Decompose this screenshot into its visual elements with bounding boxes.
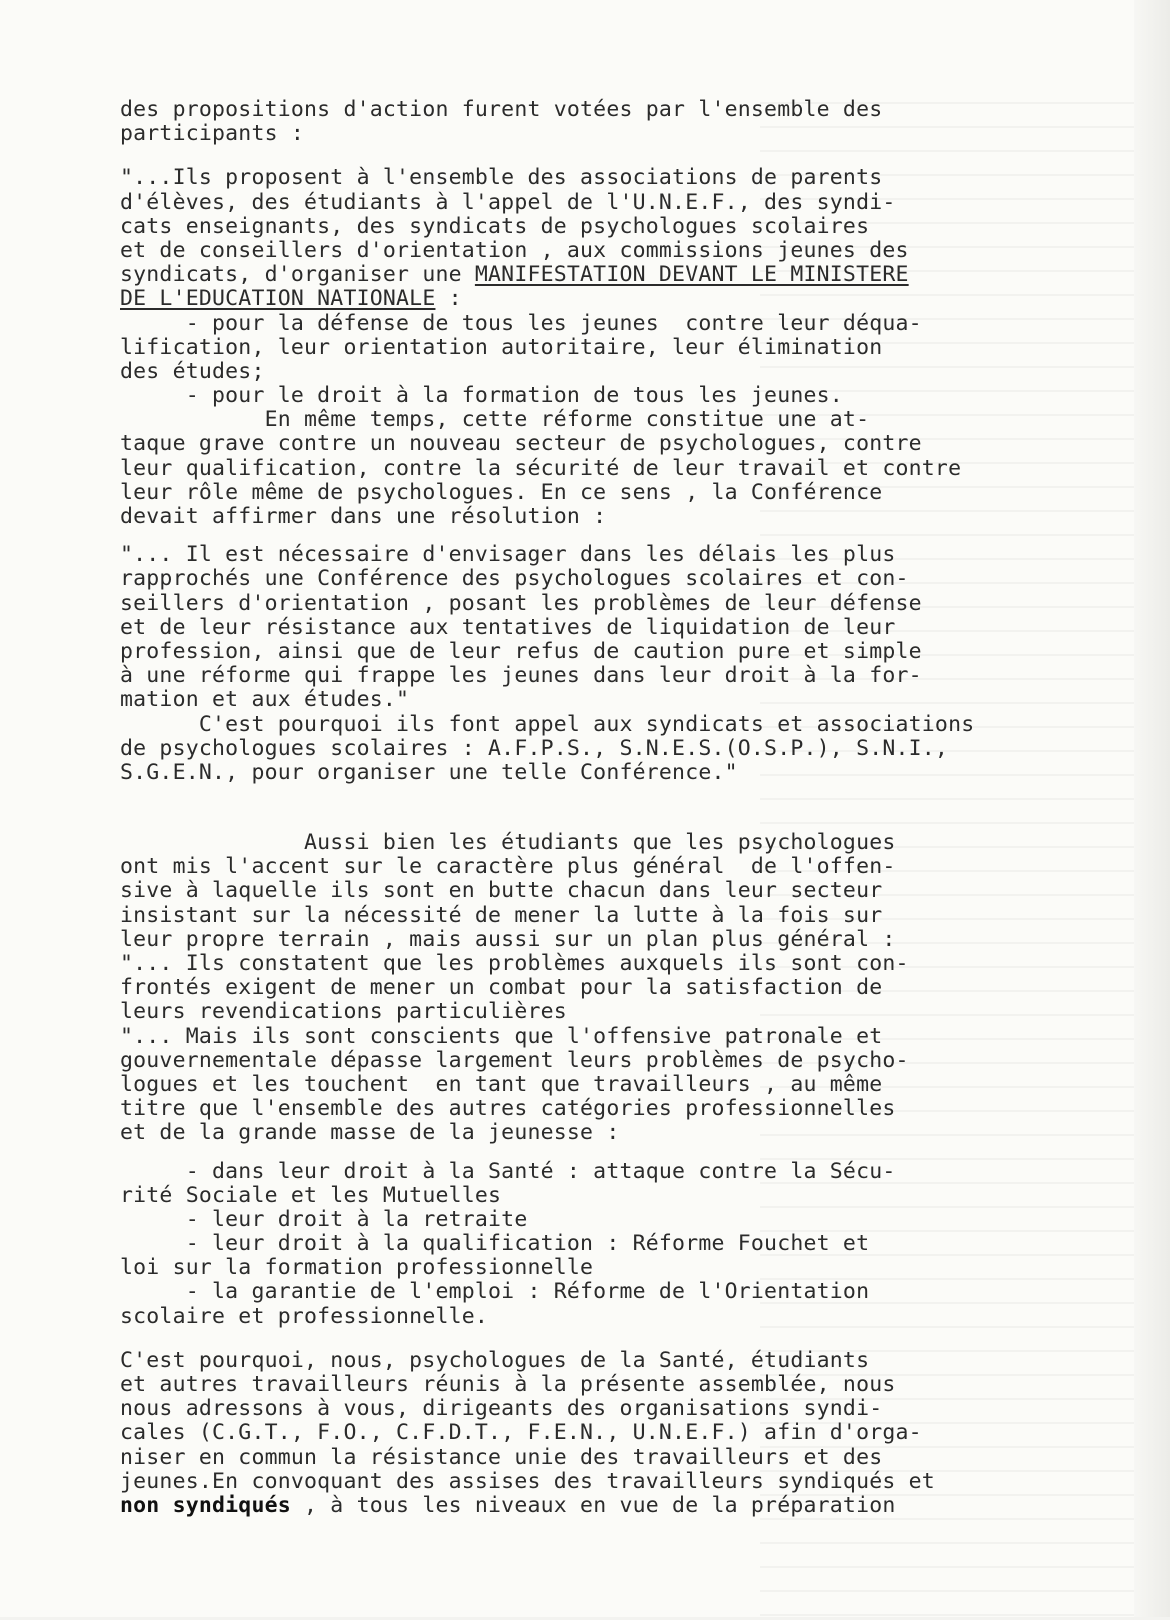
text-line: profession, ainsi que de leur refus de caution pure et simple <box>120 638 922 664</box>
text-line-with-underline <box>120 287 1100 311</box>
text-line: jeunes.En convoquant des assises des travailleurs syndiqués et <box>120 1468 935 1494</box>
text-line: S.G.E.N., pour organiser une telle Conférence." <box>120 759 738 785</box>
text-fragment: : <box>435 286 462 312</box>
text-line: niser en commun la résistance unie des travailleurs et des <box>120 1444 883 1470</box>
text-line: cats enseignants, des syndicats de psychologues scolaires <box>120 213 870 239</box>
text-line: de psychologues scolaires : A.F.P.S., S.N.E.S.(O.S.P.), S.N.I., <box>120 735 949 761</box>
text-line: participants : <box>120 121 305 147</box>
list-item: - la garantie de l'emploi : Réforme de l'Orientation <box>120 1279 870 1305</box>
text-line-with-underline <box>120 263 1100 287</box>
text-line: sive à laquelle ils sont en butte chacun dans leur secteur <box>120 878 883 904</box>
text-line: leur propre terrain , mais aussi sur un plan plus général : <box>120 926 896 952</box>
text-line: mation et aux études." <box>120 687 410 713</box>
text-line: En même temps, cette réforme constitue une at- <box>120 407 870 433</box>
text-line: et de la grande masse de la jeunesse : <box>120 1120 620 1146</box>
spacer <box>120 1146 1100 1160</box>
text-line: C'est pourquoi ils font appel aux syndicats et associations <box>120 711 975 737</box>
text-line: des études; <box>120 358 265 384</box>
text-line: rapprochés une Conférence des psychologues scolaires et con- <box>120 566 909 592</box>
text-line: insistant sur la nécessité de mener la lutte à la fois sur <box>120 902 883 928</box>
text-line: taque grave contre un nouveau secteur de psychologues, contre <box>120 431 922 457</box>
list-item: - dans leur droit à la Santé : attaque contre la Sécu- <box>120 1158 896 1184</box>
text-line: gouvernementale dépasse largement leurs problèmes de psycho- <box>120 1047 909 1073</box>
spacer <box>120 146 1100 166</box>
text-line: "... Ils constatent que les problèmes auxquels ils sont con- <box>120 951 909 976</box>
text-line: et de conseillers d'orientation , aux commissions jeunes des <box>120 237 909 263</box>
text-line: devait affirmer dans une résolution : <box>120 504 607 529</box>
text-line: leur rôle même de psychologues. En ce sens , la Conférence <box>120 479 883 505</box>
text-line: - pour le droit à la formation de tous les jeunes. <box>120 383 843 409</box>
spacer <box>120 1329 1100 1349</box>
text-line: et autres travailleurs réunis à la présente assemblée, nous <box>120 1372 896 1397</box>
text-line: C'est pourquoi, nous, psychologues de la Santé, étudiants <box>120 1347 870 1373</box>
text-line: des propositions d'action furent votées par l'ensemble des <box>120 97 883 122</box>
text-line: seillers d'orientation , posant les problèmes de leur défense <box>120 590 922 616</box>
text-line: à une réforme qui frappe les jeunes dans leur droit à la for- <box>120 663 922 689</box>
text-line: - pour la défense de tous les jeunes contre leur déqua- <box>120 310 922 336</box>
spacer <box>120 785 1100 831</box>
paper-edge <box>1134 0 1170 1617</box>
text-fragment: syndicats, d'organiser une <box>120 262 475 288</box>
text-line: cales (C.G.T., F.O., C.F.D.T., F.E.N., U.N.E.F.) afin d'orga- <box>120 1420 922 1446</box>
list-item: - leur droit à la retraite <box>120 1206 528 1232</box>
text-line: titre que l'ensemble des autres catégories professionnelles <box>120 1096 896 1122</box>
bold-fragment: non syndiqués <box>120 1492 291 1518</box>
text-line: leur qualification, contre la sécurité de leur travail et contre <box>120 455 962 481</box>
text-line: "...Ils proposent à l'ensemble des associations de parents <box>120 165 883 191</box>
text-line: frontés exigent de mener un combat pour la satisfaction de <box>120 975 883 1001</box>
spacer <box>120 529 1100 543</box>
list-item: - leur droit à la qualification : Réforme Fouchet et <box>120 1231 870 1257</box>
text-line: leurs revendications particulières <box>120 999 567 1025</box>
text-line: d'élèves, des étudiants à l'appel de l'U.N.E.F., des syndi- <box>120 189 896 215</box>
text-line: "... Il est nécessaire d'envisager dans les délais les plus <box>120 542 896 568</box>
text-line: lification, leur orientation autoritaire, leur élimination <box>120 334 883 360</box>
text-line: rité Sociale et les Mutuelles <box>120 1182 502 1208</box>
text-line: et de leur résistance aux tentatives de liquidation de leur <box>120 614 896 640</box>
text-line-last <box>120 1494 1100 1518</box>
text-line: scolaire et professionnelle. <box>120 1303 489 1329</box>
text-line: Aussi bien les étudiants que les psychologues <box>120 830 896 856</box>
text-line: nous adressons à vous, dirigeants des organisations syndi- <box>120 1396 883 1422</box>
underlined-heading-part-2: DE L'EDUCATION NATIONALE <box>120 286 436 312</box>
underlined-heading-part-1: MANIFESTATION DEVANT LE MINISTERE <box>474 262 909 288</box>
text-line: "... Mais ils sont conscients que l'offensive patronale et <box>120 1023 883 1049</box>
text-line: logues et les touchent en tant que travailleurs , au même <box>120 1071 883 1097</box>
text-line: ont mis l'accent sur le caractère plus général de l'offen- <box>120 854 896 880</box>
text-line: loi sur la formation professionnelle <box>120 1255 594 1281</box>
text-fragment: , à tous les niveaux en vue de la préparation <box>290 1492 896 1518</box>
document-body <box>120 98 1100 1518</box>
